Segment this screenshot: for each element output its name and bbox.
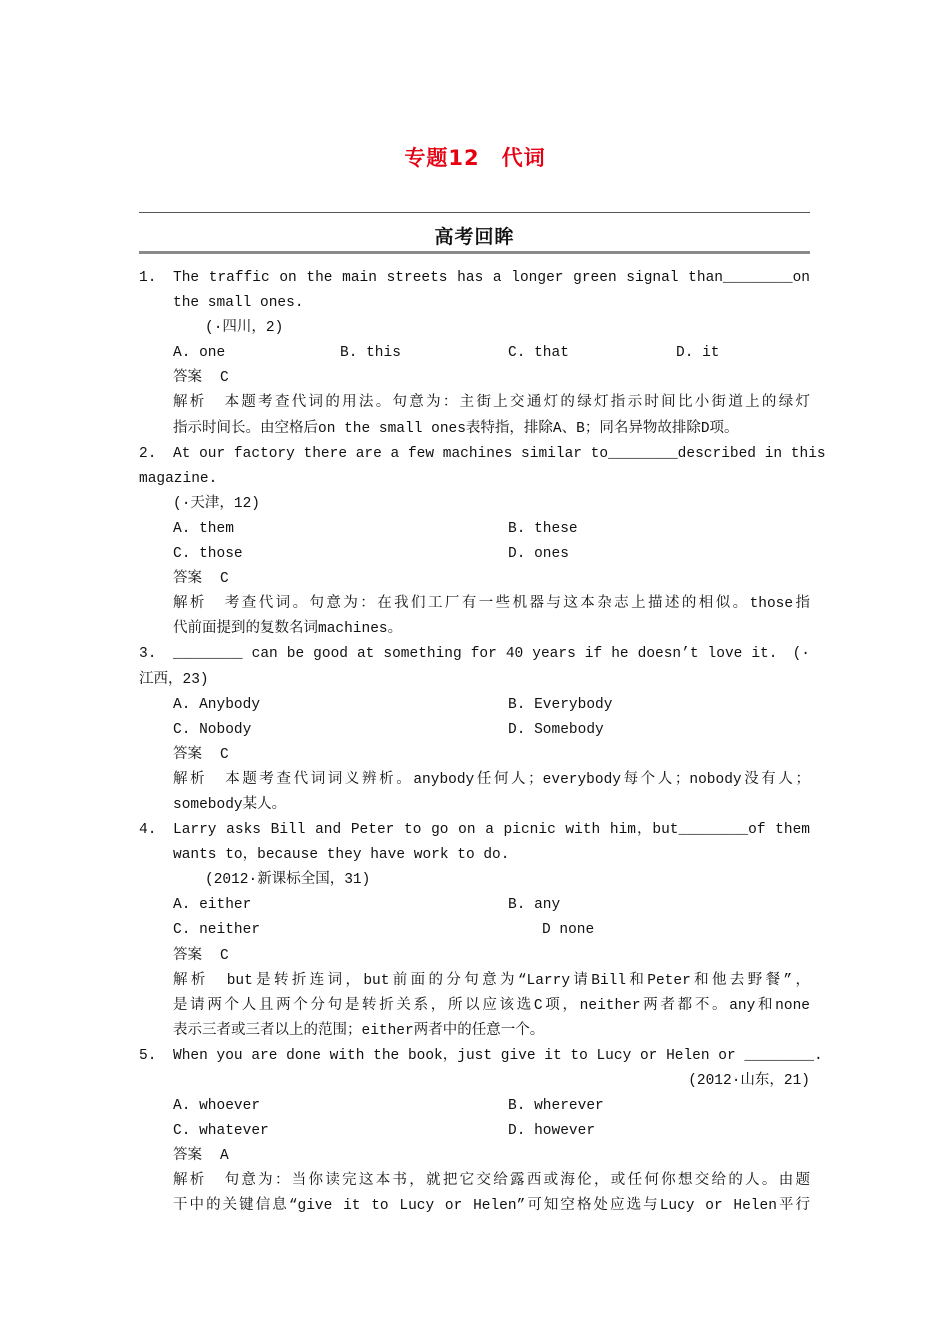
question-5-options-row1 bbox=[139, 1094, 810, 1119]
analysis-label: 解析 bbox=[173, 771, 208, 788]
question-text: ________ can be good at something for 40 years if he doesn’t love it. (· bbox=[173, 646, 810, 663]
question-text: the small ones. bbox=[173, 295, 304, 312]
question-5-options-row2 bbox=[139, 1119, 810, 1144]
answer-value: C bbox=[220, 746, 229, 763]
question-text: Larry asks Bill and Peter to go on a picnic with him，but________of them bbox=[173, 822, 810, 839]
option-d: D. ones bbox=[508, 546, 569, 563]
question-3-line1 bbox=[139, 642, 810, 667]
question-2-line1 bbox=[139, 442, 826, 467]
question-source: (2012·新课标全国，31) bbox=[205, 872, 371, 889]
option-c: C. that bbox=[508, 345, 569, 362]
analysis-text: 指示时间长。由空格后on the small ones表特指，排除A、B；同名异物故排除D项。 bbox=[173, 420, 739, 437]
answer-label: 答案 bbox=[173, 1148, 202, 1165]
question-3-options-row1 bbox=[139, 693, 810, 718]
answer-label: 答案 bbox=[173, 370, 202, 387]
analysis-text: 表示三者或三者以上的范围；either两者中的任意一个。 bbox=[173, 1022, 545, 1039]
option-a: A. either bbox=[173, 897, 252, 914]
question-text: At our factory there are a few machines similar to________described in this bbox=[173, 445, 826, 462]
question-3-analysis2 bbox=[139, 793, 810, 818]
question-3-analysis1 bbox=[139, 768, 810, 793]
question-4-answer bbox=[139, 944, 810, 969]
question-2-options-row1 bbox=[139, 517, 810, 542]
question-1-line1 bbox=[139, 266, 810, 291]
option-b: B. Everybody bbox=[508, 696, 613, 713]
question-3-line2 bbox=[139, 668, 810, 693]
analysis-text: 干中的关键信息“give it to Lucy or Helen”可知空格处应选与Lucy or Helen平行 bbox=[173, 1198, 810, 1215]
analysis-text: but是转折连词，but前面的分句意为“Larry请Bill和Peter和他去野餐”， bbox=[226, 972, 810, 989]
question-number: 2. bbox=[139, 445, 157, 462]
question-text: wants to，because they have work to do. bbox=[173, 847, 510, 864]
question-source: 江西，23) bbox=[139, 671, 209, 688]
question-2-analysis2 bbox=[139, 617, 810, 642]
question-2-options-row2 bbox=[139, 542, 810, 567]
answer-value: C bbox=[220, 370, 229, 387]
answer-label: 答案 bbox=[173, 947, 202, 964]
question-text: magazine. bbox=[139, 470, 218, 487]
option-d: D. Somebody bbox=[508, 721, 604, 738]
question-3-answer bbox=[139, 743, 810, 768]
question-5-answer bbox=[139, 1144, 810, 1169]
analysis-text: 句意为：当你读完这本书，就把它交给露西或海伦，或任何你想交给的人。由题 bbox=[224, 1173, 811, 1190]
question-1-options bbox=[139, 341, 810, 366]
option-a: A. whoever bbox=[173, 1098, 261, 1115]
question-text: The traffic on the main streets has a longer green signal than________on bbox=[173, 270, 810, 286]
question-text: When you are done with the book，just give it to Lucy or Helen or ________. bbox=[173, 1047, 823, 1064]
question-source: (2012·山东，21) bbox=[688, 1073, 810, 1089]
question-4-analysis3 bbox=[139, 1019, 810, 1044]
analysis-text: 本题考查代词词义辨析。anybody任何人；everybody每个人；nobody没有人； bbox=[225, 771, 811, 788]
answer-label: 答案 bbox=[173, 571, 202, 588]
option-a: A. Anybody bbox=[173, 696, 261, 713]
question-4-options-row2 bbox=[139, 918, 810, 943]
option-b: B. these bbox=[508, 520, 578, 537]
option-b: B. wherever bbox=[508, 1098, 604, 1115]
option-a: A. one bbox=[173, 345, 226, 362]
question-list bbox=[139, 266, 826, 1220]
analysis-text: somebody某人。 bbox=[173, 796, 287, 813]
question-5-source bbox=[139, 1069, 810, 1094]
question-1-line2 bbox=[139, 291, 810, 316]
question-2-source bbox=[139, 492, 810, 517]
question-4-options-row1 bbox=[139, 893, 810, 918]
question-number: 3. bbox=[139, 646, 157, 663]
answer-value: C bbox=[220, 947, 229, 964]
question-source: (·四川，2) bbox=[205, 320, 284, 337]
option-d: D. however bbox=[508, 1123, 596, 1140]
question-3-options-row2 bbox=[139, 718, 810, 743]
question-4-line1 bbox=[139, 818, 810, 843]
question-source: (·天津，12) bbox=[173, 495, 261, 512]
question-number: 5. bbox=[139, 1047, 157, 1064]
answer-label: 答案 bbox=[173, 746, 202, 763]
question-4-analysis2 bbox=[139, 994, 810, 1019]
question-4-line2 bbox=[139, 843, 810, 868]
analysis-label: 解析 bbox=[173, 972, 209, 989]
answer-value: C bbox=[220, 571, 229, 588]
analysis-text: 是请两个人且两个分句是转折关系，所以应该选C项，neither两者都不。any和none bbox=[173, 997, 810, 1014]
analysis-label: 解析 bbox=[173, 596, 207, 613]
top-rule bbox=[139, 212, 810, 213]
section-rule bbox=[139, 251, 810, 254]
question-number: 1. bbox=[139, 270, 157, 286]
question-1-source bbox=[139, 316, 810, 341]
analysis-text: 考查代词。句意为：在我们工厂有一些机器与这本杂志上描述的相似。those指 bbox=[224, 596, 810, 613]
question-4-source bbox=[139, 868, 810, 893]
question-1-answer bbox=[139, 366, 810, 391]
question-2-line2 bbox=[139, 467, 810, 492]
option-d: D. it bbox=[676, 345, 720, 362]
question-5-line1 bbox=[139, 1044, 823, 1069]
option-c: C. whatever bbox=[173, 1123, 269, 1140]
question-1-analysis2 bbox=[139, 417, 810, 442]
analysis-label: 解析 bbox=[173, 1173, 207, 1190]
question-2-answer bbox=[139, 567, 810, 592]
option-d: D none bbox=[542, 922, 595, 939]
question-number: 4. bbox=[139, 822, 157, 839]
option-c: C. Nobody bbox=[173, 721, 252, 738]
answer-value: A bbox=[220, 1148, 229, 1165]
option-c: C. those bbox=[173, 546, 243, 563]
question-5-analysis1 bbox=[139, 1169, 810, 1194]
option-c: C. neither bbox=[173, 922, 261, 939]
option-b: B. this bbox=[340, 345, 401, 362]
option-a: A. them bbox=[173, 520, 234, 537]
question-2-analysis1 bbox=[139, 592, 810, 617]
document-title: 专题12 代词 bbox=[404, 146, 546, 170]
option-b: B. any bbox=[508, 897, 561, 914]
analysis-text: 本题考查代词的用法。句意为：主街上交通灯的绿灯指示时间比小街道上的绿灯 bbox=[224, 395, 811, 412]
section-title: 高考回眸 bbox=[434, 226, 515, 248]
analysis-label: 解析 bbox=[173, 395, 207, 412]
question-1-analysis1 bbox=[139, 391, 810, 416]
question-4-analysis1 bbox=[139, 969, 810, 994]
analysis-text: 代前面提到的复数名词machines。 bbox=[173, 621, 403, 638]
question-5-analysis2 bbox=[139, 1194, 810, 1219]
